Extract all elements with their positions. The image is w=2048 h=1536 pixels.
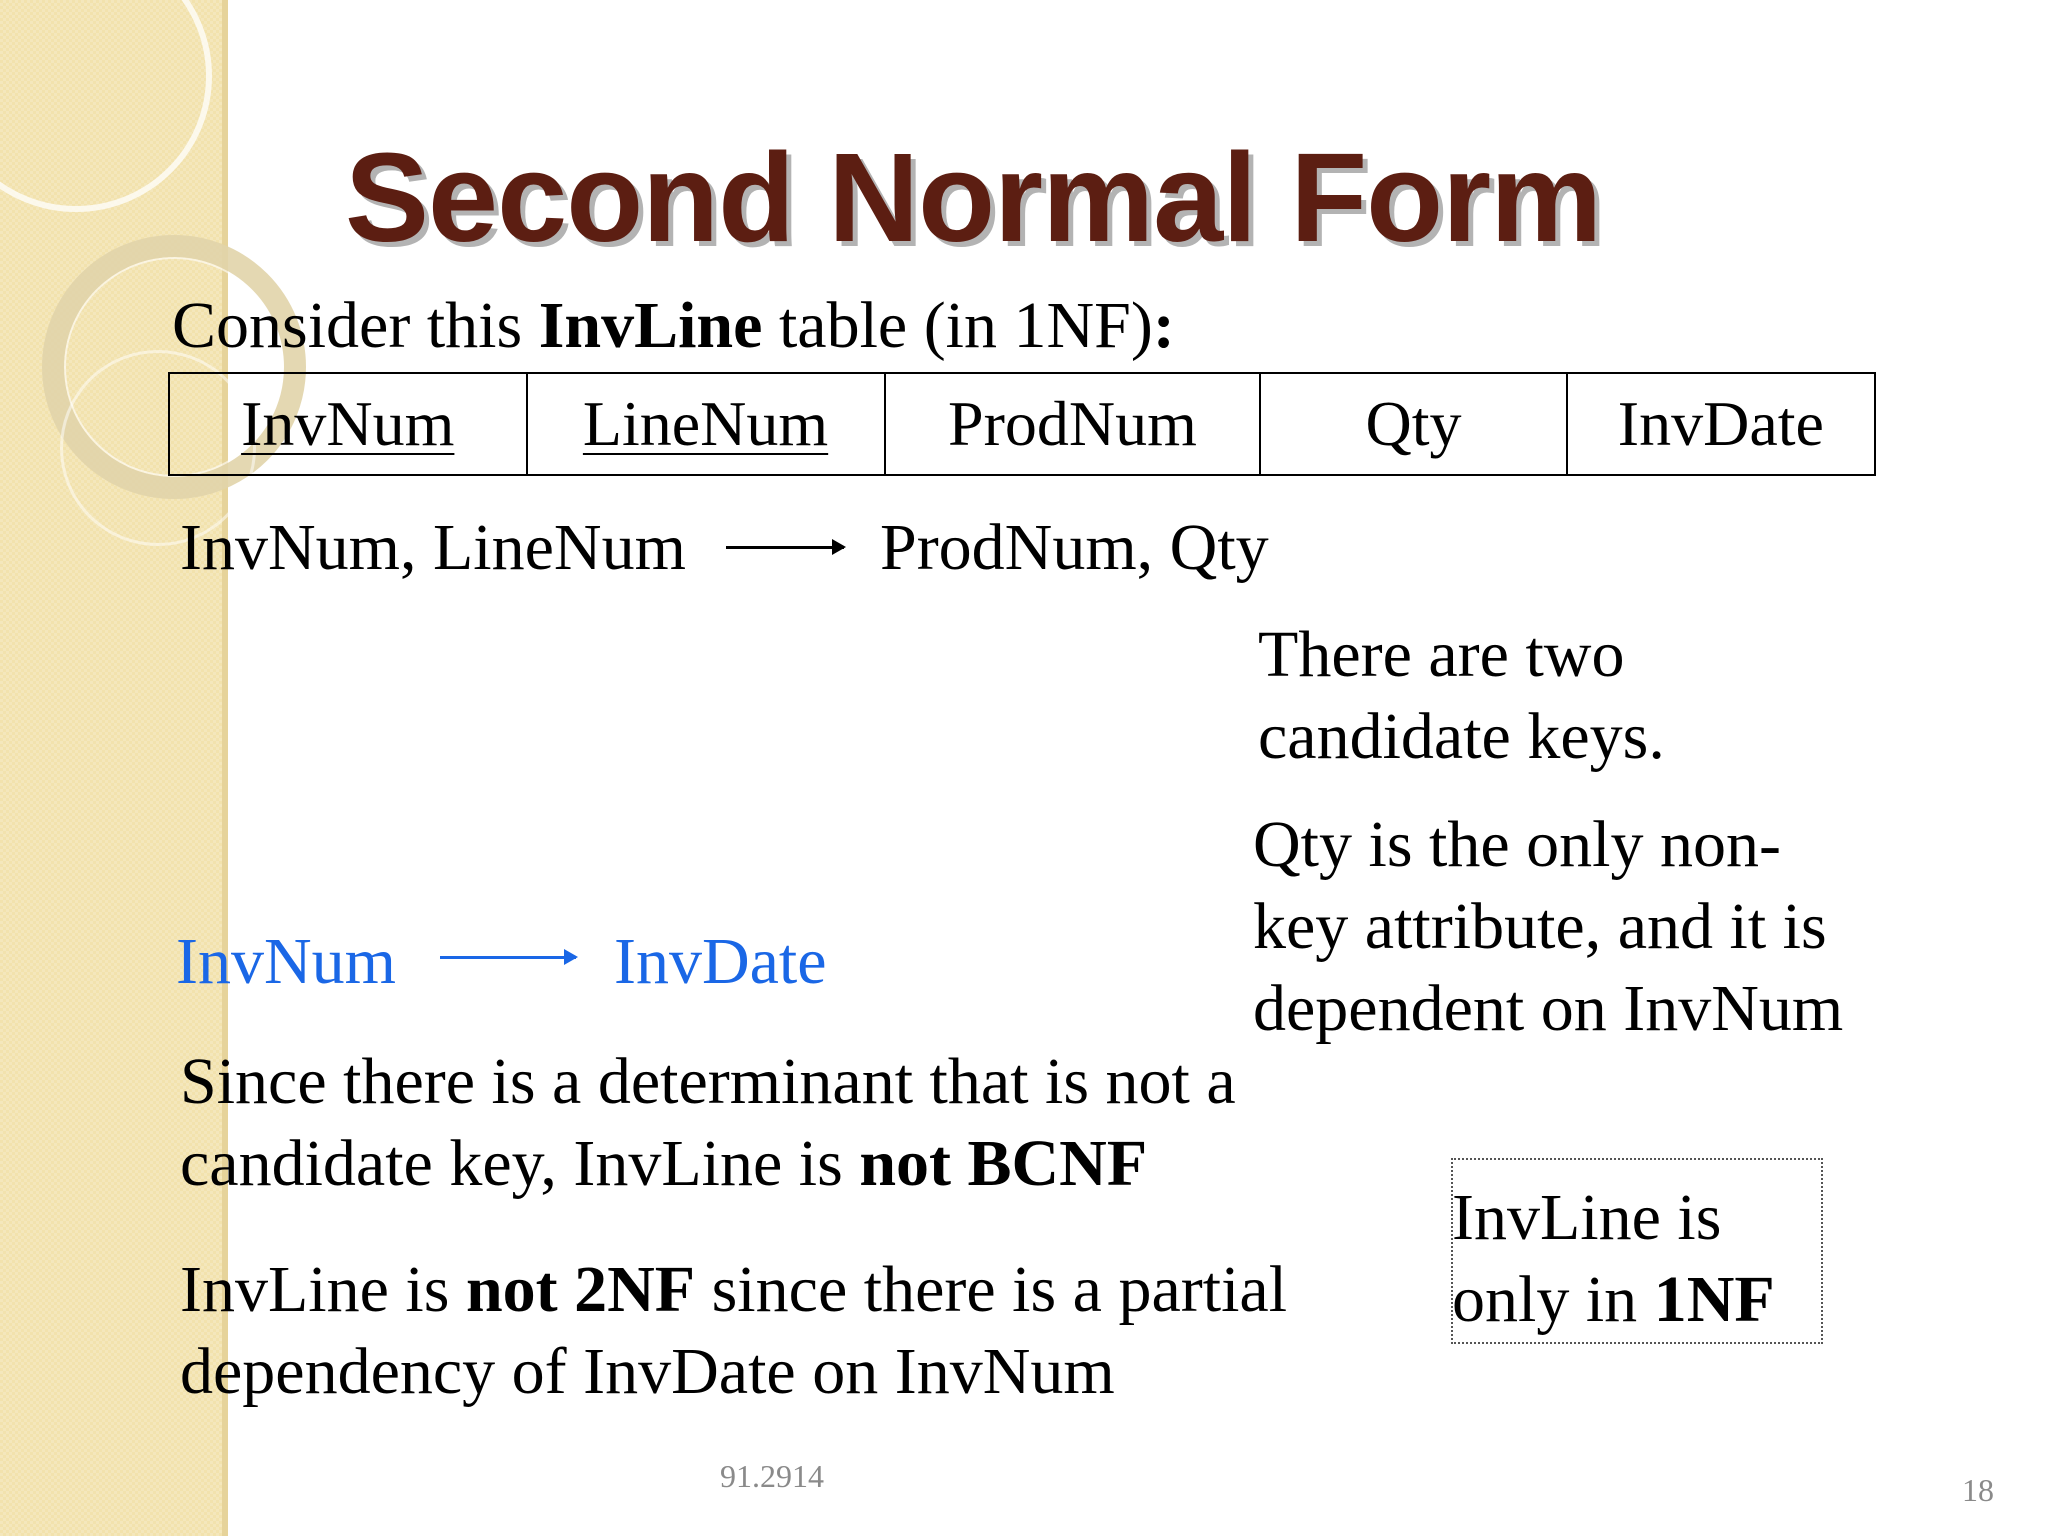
column-label: InvDate	[1617, 388, 1824, 459]
column-label: ProdNum	[948, 388, 1197, 459]
fd2-right: InvDate	[614, 925, 827, 998]
column-invnum	[169, 373, 527, 475]
intro-suffix: table (in 1NF)	[762, 289, 1153, 362]
twonf-line2: dependency of InvDate on InvNum	[180, 1335, 1115, 1408]
conclusion-line2-bold: 1NF	[1653, 1263, 1775, 1336]
conclusion-line1: InvLine is	[1452, 1181, 1722, 1254]
intro-text	[172, 286, 1175, 367]
fd2-arrow	[440, 956, 576, 959]
twonf-line1-bold: not 2NF	[465, 1253, 696, 1326]
table-row	[169, 373, 1875, 475]
column-prodnum	[885, 373, 1261, 475]
intro-prefix: Consider this	[172, 289, 539, 362]
note-candidate-line2: candidate keys.	[1258, 700, 1665, 773]
twonf-line1	[180, 1250, 1287, 1331]
fd1-arrow	[726, 546, 844, 549]
fd2-left: InvNum	[176, 925, 396, 998]
note-qty-line3: dependent on InvNum	[1253, 972, 1844, 1045]
footer-course-code: 91.2914	[720, 1458, 824, 1494]
conclusion-line2-prefix: only in	[1452, 1263, 1654, 1336]
intro-table-name: InvLine	[538, 289, 763, 362]
note-qty-line1: Qty is the only non-	[1253, 808, 1781, 881]
fd1-left: InvNum, LineNum	[180, 511, 686, 584]
invline-table	[168, 372, 1876, 476]
note-candidate-line1: There are two	[1258, 618, 1625, 691]
conclusion-line2	[1452, 1260, 1775, 1341]
bcnf-line2-prefix: candidate key, InvLine is	[180, 1127, 860, 1200]
column-qty	[1260, 373, 1566, 475]
column-label: Qty	[1365, 388, 1462, 459]
bcnf-line2-bold: not BCNF	[859, 1127, 1148, 1200]
intro-colon: :	[1152, 289, 1175, 362]
note-qty-line2: key attribute, and it is	[1253, 890, 1827, 963]
twonf-line1-prefix: InvLine is	[180, 1253, 466, 1326]
column-linenum	[527, 373, 885, 475]
column-label: InvNum	[241, 388, 455, 459]
bcnf-line1: Since there is a determinant that is not a	[180, 1045, 1236, 1118]
page-number: 18	[1962, 1472, 1994, 1508]
column-label: LineNum	[582, 388, 829, 459]
twonf-line1-suffix: since there is a partial	[695, 1253, 1288, 1326]
slide-title: Second Normal Form	[345, 127, 1602, 268]
fd1-right: ProdNum, Qty	[880, 511, 1269, 584]
column-invdate	[1567, 373, 1875, 475]
bcnf-line2	[180, 1124, 1147, 1205]
